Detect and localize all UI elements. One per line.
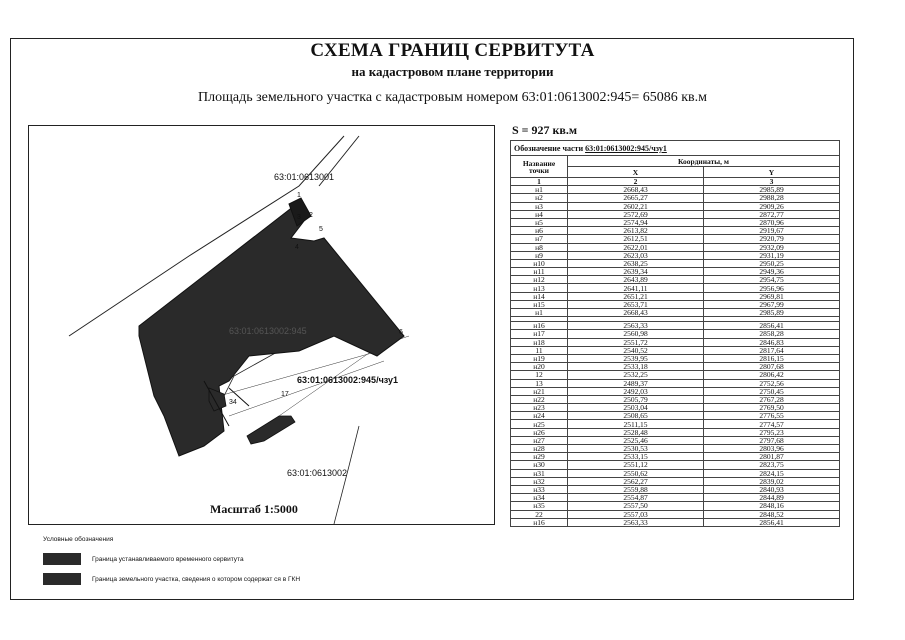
table-row xyxy=(511,338,840,346)
table-row xyxy=(511,461,840,469)
table-row xyxy=(511,436,840,444)
table-row xyxy=(511,412,840,420)
column-number: 2 xyxy=(568,178,704,186)
x-coordinate-cell: 2492,03 xyxy=(568,387,704,395)
table-row xyxy=(511,292,840,300)
column-header-point: Название точки xyxy=(511,156,568,178)
y-coordinate-cell: 2817,64 xyxy=(704,346,840,354)
point-name-cell: н31 xyxy=(511,469,568,477)
x-coordinate-cell: 2550,62 xyxy=(568,469,704,477)
hatch-line xyxy=(229,361,384,416)
legend-swatch-parcel xyxy=(43,573,81,585)
point-number: 6 xyxy=(399,329,403,336)
x-coordinate-cell: 2563,33 xyxy=(568,322,704,330)
point-name-cell: н14 xyxy=(511,292,568,300)
y-coordinate-cell: 2856,41 xyxy=(704,322,840,330)
table-row xyxy=(511,251,840,259)
table-row xyxy=(511,300,840,308)
x-coordinate-cell: 2643,89 xyxy=(568,276,704,284)
y-coordinate-cell: 2801,87 xyxy=(704,453,840,461)
table-row xyxy=(511,322,840,330)
y-coordinate-cell: 2797,68 xyxy=(704,436,840,444)
x-coordinate-cell: 2489,37 xyxy=(568,379,704,387)
x-coordinate-cell: 2572,69 xyxy=(568,210,704,218)
table-row xyxy=(511,276,840,284)
x-coordinate-cell: 2540,52 xyxy=(568,346,704,354)
column-header-y: Y xyxy=(704,167,840,178)
x-coordinate-cell: 2539,95 xyxy=(568,354,704,362)
table-row xyxy=(511,420,840,428)
table-row xyxy=(511,485,840,493)
y-coordinate-cell: 2807,68 xyxy=(704,363,840,371)
x-coordinate-cell: 2505,79 xyxy=(568,395,704,403)
y-coordinate-cell: 2985,89 xyxy=(704,309,840,317)
point-name-cell: н29 xyxy=(511,453,568,461)
x-coordinate-cell: 2557,50 xyxy=(568,502,704,510)
point-number: 2 xyxy=(309,212,313,219)
point-name-cell: н5 xyxy=(511,218,568,226)
y-coordinate-cell: 2839,02 xyxy=(704,477,840,485)
point-name-cell: 13 xyxy=(511,379,568,387)
table-row xyxy=(511,284,840,292)
point-number: 3 xyxy=(297,214,301,221)
cadastral-map xyxy=(28,125,495,525)
part-code: 63:01:0613002:945/чзу1 xyxy=(585,143,667,153)
y-coordinate-cell: 2750,45 xyxy=(704,387,840,395)
table-row xyxy=(511,371,840,379)
table-row xyxy=(511,502,840,510)
point-name-cell: н33 xyxy=(511,485,568,493)
x-coordinate-cell: 2668,43 xyxy=(568,186,704,194)
point-name-cell: н7 xyxy=(511,235,568,243)
y-coordinate-cell: 2816,15 xyxy=(704,354,840,362)
y-coordinate-cell: 2848,52 xyxy=(704,510,840,518)
legend-item: Граница устанавливаемого временного сервитута xyxy=(92,556,244,563)
point-name-cell: н3 xyxy=(511,202,568,210)
x-coordinate-cell: 2639,34 xyxy=(568,268,704,276)
column-number: 1 xyxy=(511,178,568,186)
point-name-cell: н27 xyxy=(511,436,568,444)
point-number: 17 xyxy=(281,391,289,398)
point-name-cell: н22 xyxy=(511,395,568,403)
x-coordinate-cell: 2503,04 xyxy=(568,404,704,412)
table-row xyxy=(511,395,840,403)
y-coordinate-cell: 2856,41 xyxy=(704,518,840,526)
y-coordinate-cell: 2767,28 xyxy=(704,395,840,403)
table-row xyxy=(511,510,840,518)
y-coordinate-cell: 2795,23 xyxy=(704,428,840,436)
y-coordinate-cell: 2909,26 xyxy=(704,202,840,210)
point-name-cell: н9 xyxy=(511,251,568,259)
x-coordinate-cell: 2532,25 xyxy=(568,371,704,379)
x-coordinate-cell: 2574,94 xyxy=(568,218,704,226)
table-row xyxy=(511,445,840,453)
table-row xyxy=(511,235,840,243)
point-name-cell: н20 xyxy=(511,363,568,371)
x-coordinate-cell: 2563,33 xyxy=(568,518,704,526)
y-coordinate-cell: 2985,89 xyxy=(704,186,840,194)
table-row xyxy=(511,243,840,251)
point-name-cell: н32 xyxy=(511,477,568,485)
x-coordinate-cell: 2551,12 xyxy=(568,461,704,469)
point-name-cell: н1 xyxy=(511,309,568,317)
point-name-cell: н6 xyxy=(511,227,568,235)
point-number: 5 xyxy=(319,226,323,233)
point-name-cell: н17 xyxy=(511,330,568,338)
y-coordinate-cell: 2840,93 xyxy=(704,485,840,493)
point-name-cell: 22 xyxy=(511,510,568,518)
y-coordinate-cell: 2949,36 xyxy=(704,268,840,276)
point-name-cell: н24 xyxy=(511,412,568,420)
table-row xyxy=(511,309,840,317)
y-coordinate-cell: 2848,16 xyxy=(704,502,840,510)
part-label: Обозначение части xyxy=(514,143,584,153)
table-row xyxy=(511,494,840,502)
y-coordinate-cell: 2858,28 xyxy=(704,330,840,338)
x-coordinate-cell: 2557,03 xyxy=(568,510,704,518)
point-name-cell: н11 xyxy=(511,268,568,276)
y-coordinate-cell: 2774,57 xyxy=(704,420,840,428)
servitude-strip-shape xyxy=(247,416,295,444)
x-coordinate-cell: 2668,43 xyxy=(568,309,704,317)
x-coordinate-cell: 2554,87 xyxy=(568,494,704,502)
y-coordinate-cell: 2752,56 xyxy=(704,379,840,387)
y-coordinate-cell: 2769,50 xyxy=(704,404,840,412)
table-row xyxy=(511,210,840,218)
servitude-label: 63:01:0613002:945/чзу1 xyxy=(297,375,399,385)
x-coordinate-cell: 2623,03 xyxy=(568,251,704,259)
x-coordinate-cell: 2613,82 xyxy=(568,227,704,235)
table-row xyxy=(511,218,840,226)
y-coordinate-cell: 2932,09 xyxy=(704,243,840,251)
table-row xyxy=(511,379,840,387)
quarter-top-label: 63:01:0613001 xyxy=(274,172,335,182)
table-row xyxy=(511,518,840,526)
x-coordinate-cell: 2551,72 xyxy=(568,338,704,346)
table-row xyxy=(511,477,840,485)
quarter-bottom-label: 63:01:0613002 xyxy=(287,468,348,478)
table-row xyxy=(511,330,840,338)
point-name-cell: н13 xyxy=(511,284,568,292)
point-name-cell: н35 xyxy=(511,502,568,510)
legend-item: Граница земельного участка, сведения о котором содержат ся в ГКН xyxy=(92,576,301,583)
table-row xyxy=(511,453,840,461)
x-coordinate-cell: 2622,01 xyxy=(568,243,704,251)
table-row xyxy=(511,186,840,194)
table-row xyxy=(511,404,840,412)
x-coordinate-cell: 2562,27 xyxy=(568,477,704,485)
column-number: 3 xyxy=(704,178,840,186)
parcel-area-line: Площадь земельного участка с кадастровым номером 63:01:0613002:945= 65086 кв.м xyxy=(197,90,708,105)
y-coordinate-cell: 2931,19 xyxy=(704,251,840,259)
point-name-cell: 12 xyxy=(511,371,568,379)
table-row xyxy=(511,194,840,202)
x-coordinate-cell: 2511,15 xyxy=(568,420,704,428)
page-subtitle: на кадастровом плане территории xyxy=(351,64,554,79)
point-number: 1 xyxy=(297,192,301,199)
column-header-x: X xyxy=(568,167,704,178)
x-coordinate-cell: 2525,46 xyxy=(568,436,704,444)
x-coordinate-cell: 2560,98 xyxy=(568,330,704,338)
x-coordinate-cell: 2533,15 xyxy=(568,453,704,461)
point-name-cell: н18 xyxy=(511,338,568,346)
point-name-cell: н19 xyxy=(511,354,568,362)
point-number: 4 xyxy=(295,244,299,251)
parcel-label: 63:01:0613002:945 xyxy=(229,326,307,336)
table-row xyxy=(511,354,840,362)
x-coordinate-cell: 2641,11 xyxy=(568,284,704,292)
point-name-cell: н8 xyxy=(511,243,568,251)
x-coordinate-cell: 2530,53 xyxy=(568,445,704,453)
coordinates-table xyxy=(510,140,840,527)
point-name-cell: н4 xyxy=(511,210,568,218)
y-coordinate-cell: 2950,25 xyxy=(704,259,840,267)
map-drawing xyxy=(29,126,494,524)
x-coordinate-cell: 2653,71 xyxy=(568,300,704,308)
y-coordinate-cell: 2806,42 xyxy=(704,371,840,379)
point-name-cell: н15 xyxy=(511,300,568,308)
y-coordinate-cell: 2969,81 xyxy=(704,292,840,300)
point-name-cell: н21 xyxy=(511,387,568,395)
x-coordinate-cell: 2602,21 xyxy=(568,202,704,210)
point-name-cell: н30 xyxy=(511,461,568,469)
x-coordinate-cell: 2533,18 xyxy=(568,363,704,371)
x-coordinate-cell: 2612,51 xyxy=(568,235,704,243)
y-coordinate-cell: 2803,96 xyxy=(704,445,840,453)
y-coordinate-cell: 2823,75 xyxy=(704,461,840,469)
page-title: СХЕМА ГРАНИЦ СЕРВИТУТА xyxy=(310,40,595,61)
y-coordinate-cell: 2920,79 xyxy=(704,235,840,243)
point-name-cell: н26 xyxy=(511,428,568,436)
point-name-cell: н16 xyxy=(511,322,568,330)
point-name-cell: н16 xyxy=(511,518,568,526)
point-name-cell: н2 xyxy=(511,194,568,202)
y-coordinate-cell: 2872,77 xyxy=(704,210,840,218)
y-coordinate-cell: 2988,28 xyxy=(704,194,840,202)
y-coordinate-cell: 2846,83 xyxy=(704,338,840,346)
legend-swatch-servitude xyxy=(43,553,81,565)
table-row xyxy=(511,363,840,371)
point-name-cell: 11 xyxy=(511,346,568,354)
table-row xyxy=(511,227,840,235)
legend-title: Условные обозначения xyxy=(43,536,114,543)
y-coordinate-cell: 2824,15 xyxy=(704,469,840,477)
point-name-cell: н25 xyxy=(511,420,568,428)
y-coordinate-cell: 2956,96 xyxy=(704,284,840,292)
point-name-cell: н34 xyxy=(511,494,568,502)
x-coordinate-cell: 2559,88 xyxy=(568,485,704,493)
point-name-cell: н10 xyxy=(511,259,568,267)
point-name-cell: н23 xyxy=(511,404,568,412)
point-number: 34 xyxy=(229,399,237,406)
x-coordinate-cell: 2665,27 xyxy=(568,194,704,202)
y-coordinate-cell: 2870,96 xyxy=(704,218,840,226)
point-name-cell: н28 xyxy=(511,445,568,453)
table-row xyxy=(511,428,840,436)
x-coordinate-cell: 2651,21 xyxy=(568,292,704,300)
y-coordinate-cell: 2844,89 xyxy=(704,494,840,502)
table-row xyxy=(511,469,840,477)
y-coordinate-cell: 2919,67 xyxy=(704,227,840,235)
column-header-coords: Координаты, м xyxy=(568,156,840,167)
point-name-cell: н12 xyxy=(511,276,568,284)
y-coordinate-cell: 2776,55 xyxy=(704,412,840,420)
table-row xyxy=(511,202,840,210)
y-coordinate-cell: 2967,99 xyxy=(704,300,840,308)
table-row xyxy=(511,346,840,354)
point-name-cell: н1 xyxy=(511,186,568,194)
x-coordinate-cell: 2638,25 xyxy=(568,259,704,267)
table-row xyxy=(511,387,840,395)
y-coordinate-cell: 2954,75 xyxy=(704,276,840,284)
servitude-area: S = 927 кв.м xyxy=(512,123,578,137)
x-coordinate-cell: 2508,65 xyxy=(568,412,704,420)
table-row xyxy=(511,259,840,267)
x-coordinate-cell: 2528,48 xyxy=(568,428,704,436)
table-row xyxy=(511,268,840,276)
part-designation-cell xyxy=(511,141,840,156)
map-scale: Масштаб 1:5000 xyxy=(210,502,298,516)
